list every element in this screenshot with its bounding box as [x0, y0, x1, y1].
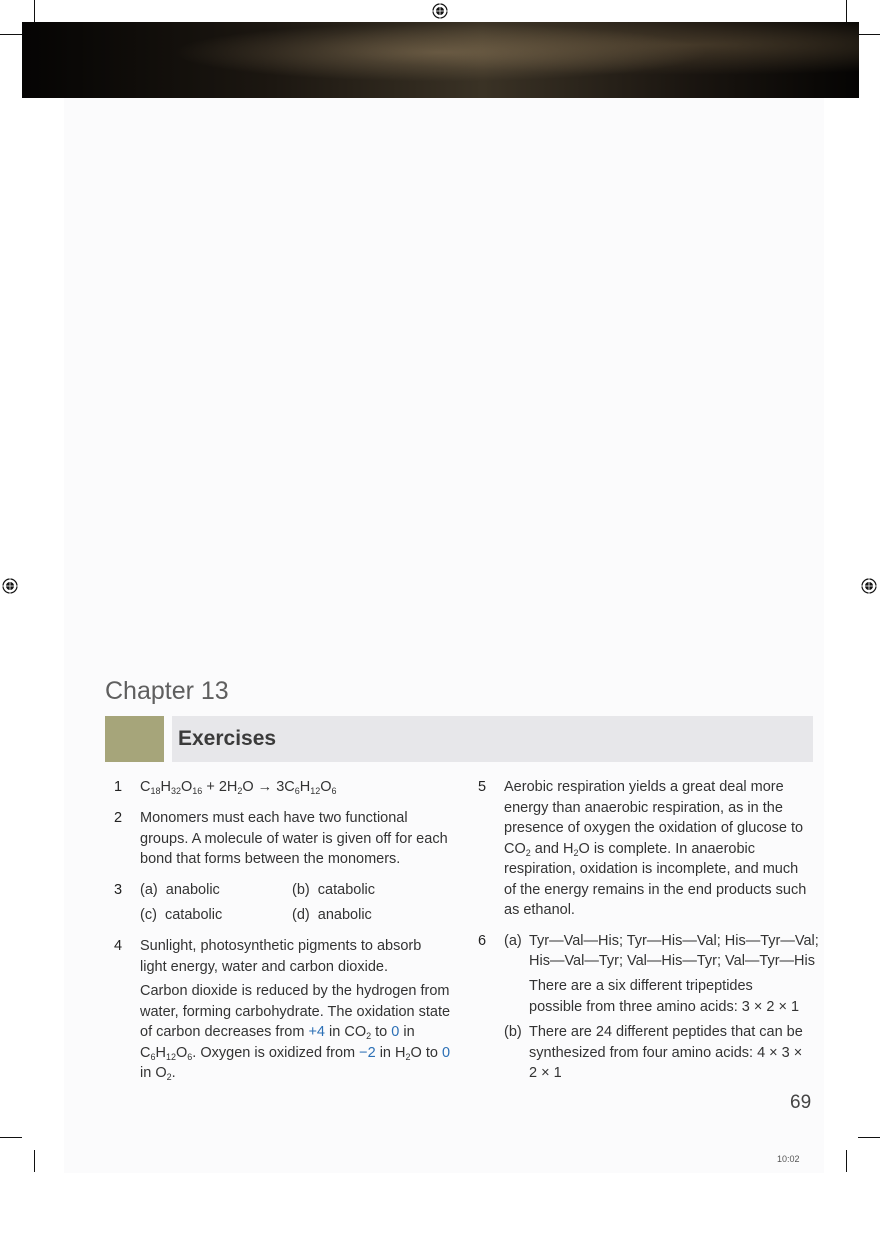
q5-answer: Aerobic respiration yields a great deal more energy than anaerobic respiration, as in the presence of oxygen the oxidation of glucose to $CO_2$ and $H_2O$ is complete. In anaerobic respiration, oxidation is incomplete, and much of the energy remains in the end products such as ethanol.: [504, 779, 807, 918]
q3-part-a: [140, 880, 220, 901]
crop-mark-bottom-right-h: [858, 1137, 880, 1138]
question-number: 1: [114, 779, 123, 795]
q4-sentence-1: Carbon dioxide is reduced by the hydrogen from water, forming carbohydrate.: [140, 983, 450, 1020]
question-number: 6: [478, 933, 487, 949]
part-text: anabolic: [317, 907, 372, 923]
part-text: catabolic: [317, 882, 376, 898]
registration-mark-icon: [861, 578, 877, 594]
q2-answer: Monomers must each have two functional groups. A molecule of water is given off for each bond that forms between the monomers.: [140, 810, 448, 867]
part-label: (c): [140, 907, 157, 923]
value-minus2: −2: [359, 1044, 376, 1061]
timestamp: 10:02: [777, 1154, 800, 1164]
q3-part-c: [140, 905, 222, 926]
crop-mark-top-right: [846, 0, 847, 22]
crop-mark-bottom-left-h: [0, 1137, 22, 1138]
part-text: catabolic: [164, 907, 223, 923]
q6-part-a-note: There are a six different tripeptides possible from three amino acids: 3 × 2 × 1: [529, 978, 800, 1015]
crop-mark-bottom-right: [846, 1150, 847, 1172]
registration-mark-icon: [432, 3, 448, 19]
registration-mark-icon: [2, 578, 18, 594]
q6-part-b-label: (b): [504, 1024, 522, 1040]
question-number: 2: [114, 810, 123, 826]
q1-equation: $C_{18}H_{32}O_{16} + 2H_2O \to 3C_6H_{12}O_6$: [140, 779, 337, 796]
crop-mark-top-right-h: [858, 34, 880, 35]
question-number: 3: [114, 882, 123, 898]
part-text: anabolic: [165, 882, 220, 898]
section-title: Exercises: [178, 727, 277, 750]
chapter-title: Chapter 13: [105, 677, 229, 705]
q3-part-d: [292, 905, 372, 926]
q4-paragraph-2: Carbon dioxide is reduced by the hydrogen from water, forming carbohydrate. The oxidation state of carbon decreases from +4 in $CO_2$ to 0 in $C_6H_{12}O_6$. Oxygen is oxidized from −2 in $H_2O$ to 0 in $O_2$.: [140, 983, 451, 1082]
value-plus4: +4: [308, 1024, 325, 1040]
crop-mark-top-left: [34, 0, 35, 22]
q3-part-b: [292, 880, 375, 901]
q6-part-a-line-2: His—Val—Tyr; Val—His—Tyr; Val—Tyr—His: [529, 953, 815, 969]
part-label: (b): [292, 882, 310, 898]
page-number: 69: [790, 1092, 812, 1113]
q6-part-a-label: (a): [504, 933, 522, 949]
q4-paragraph-1: Sunlight, photosynthetic pigments to absorb light energy, water and carbon dioxide.: [140, 938, 422, 975]
q6-part-b-text: There are 24 different peptides that can be synthesized from four amino acids: 4 × 3 × 2 × 1: [529, 1024, 803, 1081]
header-banner-image: [22, 22, 859, 98]
value-zero-o2: 0: [441, 1044, 451, 1061]
crop-mark-top-left-h: [0, 34, 22, 35]
value-zero: 0: [391, 1024, 400, 1040]
question-number: 5: [478, 779, 487, 795]
section-accent-box: [105, 716, 164, 762]
part-label: (a): [140, 882, 158, 898]
crop-mark-bottom-left: [34, 1150, 35, 1172]
part-label: (d): [292, 907, 310, 923]
q6-part-a-line-1: Tyr—Val—His; Tyr—His—Val; His—Tyr—Val;: [529, 933, 819, 949]
question-number: 4: [114, 938, 123, 954]
